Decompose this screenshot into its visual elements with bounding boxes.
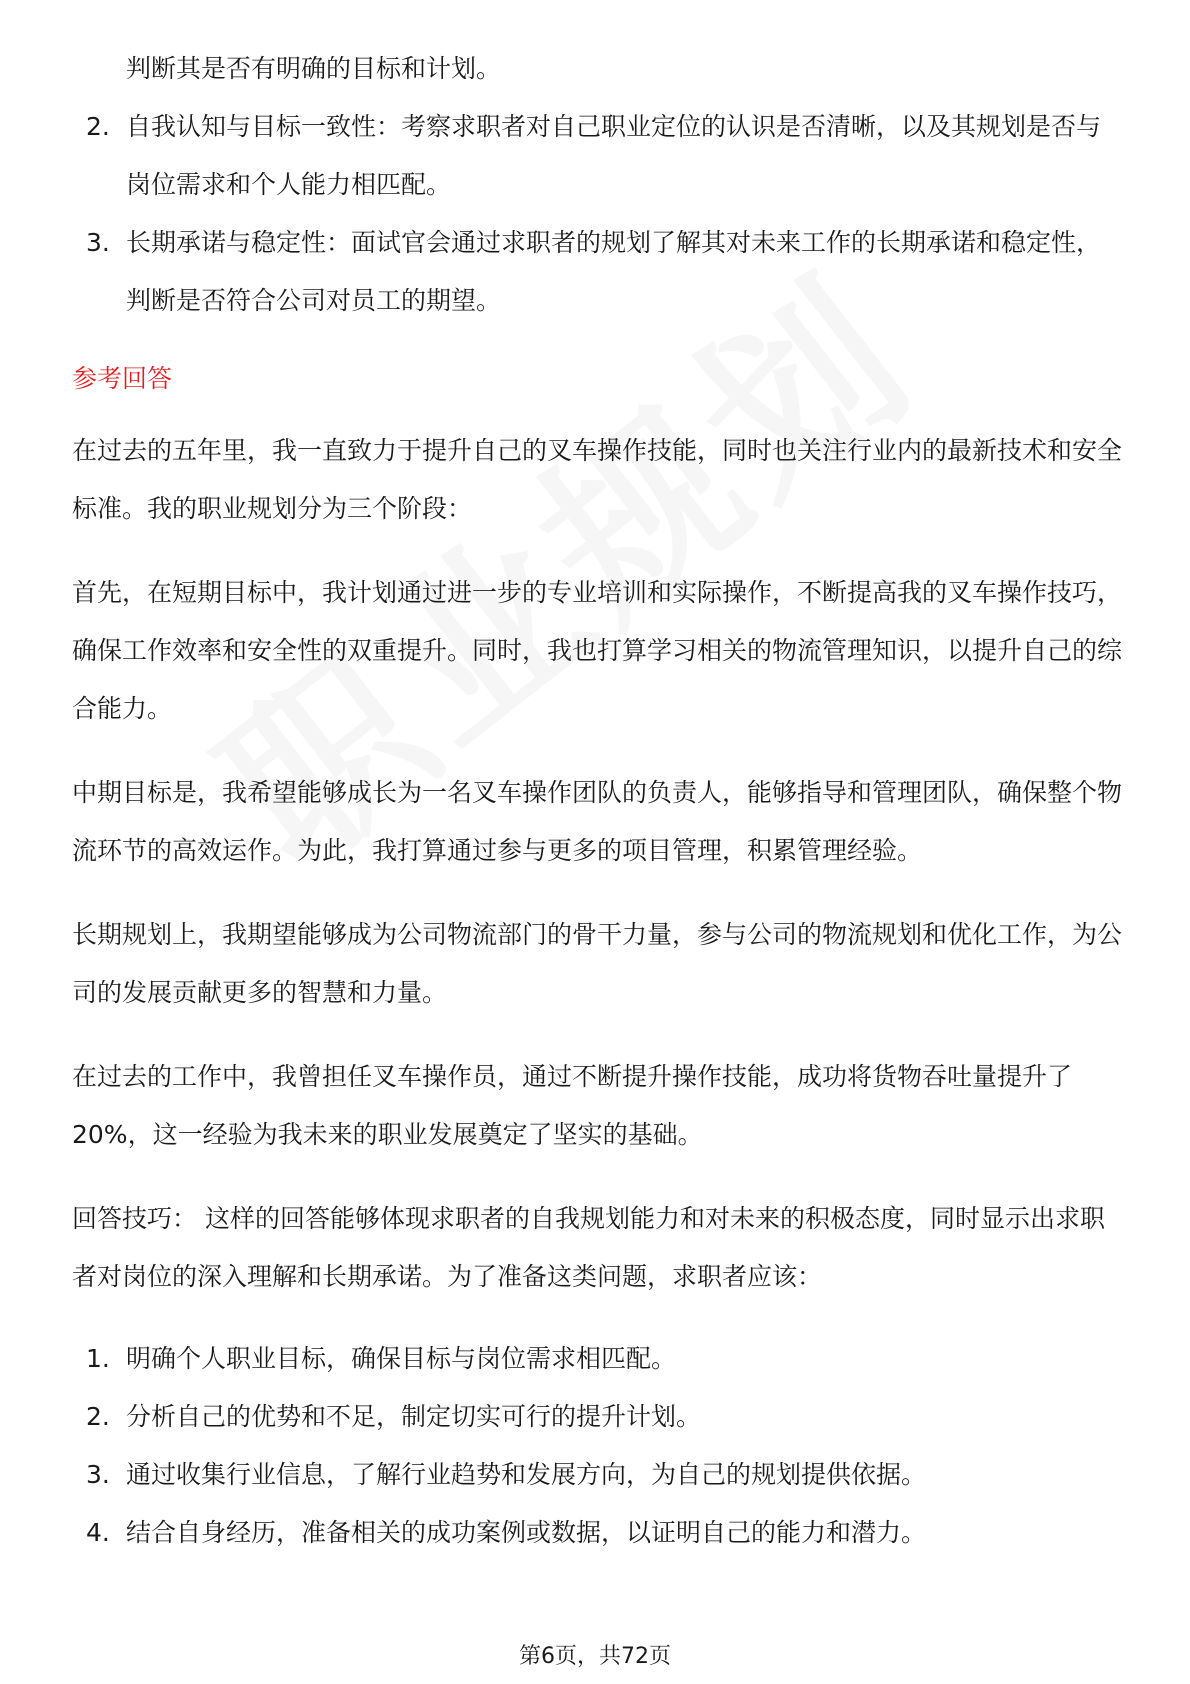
list-item-number: 3. <box>86 1460 110 1489</box>
section-title: 参考回答 <box>72 364 173 393</box>
list-item-text: 结合自身经历，准备相关的成功案例或数据，以证明自己的能力和潜力。 <box>126 1518 927 1547</box>
list-item <box>72 1330 1122 1388</box>
list-item <box>72 1504 1122 1562</box>
list-item-continuation: 判断其是否有明确的目标和计划。 <box>126 54 502 83</box>
evaluation-points-list <box>72 98 1122 330</box>
tips-list <box>72 1330 1122 1562</box>
list-item-number: 3. <box>86 228 110 257</box>
list-item <box>72 98 1122 214</box>
list-item-text: 通过收集行业信息，了解行业趋势和发展方向，为自己的规划提供依据。 <box>126 1460 927 1489</box>
list-item <box>72 1388 1122 1446</box>
list-item-number: 2. <box>86 1402 110 1431</box>
answer-paragraph: 在过去的工作中，我曾担任叉车操作员，通过不断提升操作技能，成功将货物吞吐量提升了20%，这一经验为我未来的职业发展奠定了坚实的基础。 <box>72 1062 1073 1149</box>
answer-paragraph: 在过去的五年里，我一直致力于提升自己的叉车操作技能，同时也关注行业内的最新技术和安全标准。我的职业规划分为三个阶段： <box>72 436 1123 523</box>
page-number-footer: 第6页，共72页 <box>519 1644 671 1669</box>
answer-paragraph: 中期目标是，我希望能够成长为一名叉车操作团队的负责人，能够指导和管理团队，确保整个物流环节的高效运作。为此，我打算通过参与更多的项目管理，积累管理经验。 <box>72 778 1123 865</box>
answer-paragraph: 首先，在短期目标中，我计划通过进一步的专业培训和实际操作，不断提高我的叉车操作技巧，确保工作效率和安全性的双重提升。同时，我也打算学习相关的物流管理知识，以提升自己的综合能力。 <box>72 578 1123 723</box>
list-item-number: 2. <box>86 112 110 141</box>
page-content <box>72 40 1122 1562</box>
list-item-text: 长期承诺与稳定性：面试官会通过求职者的规划了解其对未来工作的长期承诺和稳定性，判断是否符合公司对员工的期望。 <box>126 228 1102 315</box>
list-item <box>72 214 1122 330</box>
answer-tips-intro: 回答技巧： 这样的回答能够体现求职者的自我规划能力和对未来的积极态度，同时显示出求职者对岗位的深入理解和长期承诺。为了准备这类问题，求职者应该： <box>72 1204 1105 1291</box>
list-item <box>72 1446 1122 1504</box>
list-item-text: 明确个人职业目标，确保目标与岗位需求相匹配。 <box>126 1344 677 1373</box>
list-item-number: 4. <box>86 1518 110 1547</box>
list-item-text: 分析自己的优势和不足，制定切实可行的提升计划。 <box>126 1402 702 1431</box>
list-item-text: 自我认知与目标一致性：考察求职者对自己职业定位的认识是否清晰，以及其规划是否与岗位需求和个人能力相匹配。 <box>126 112 1102 199</box>
answer-paragraph: 长期规划上，我期望能够成为公司物流部门的骨干力量，参与公司的物流规划和优化工作，为公司的发展贡献更多的智慧和力量。 <box>72 920 1123 1007</box>
list-item-number: 1. <box>86 1344 110 1373</box>
